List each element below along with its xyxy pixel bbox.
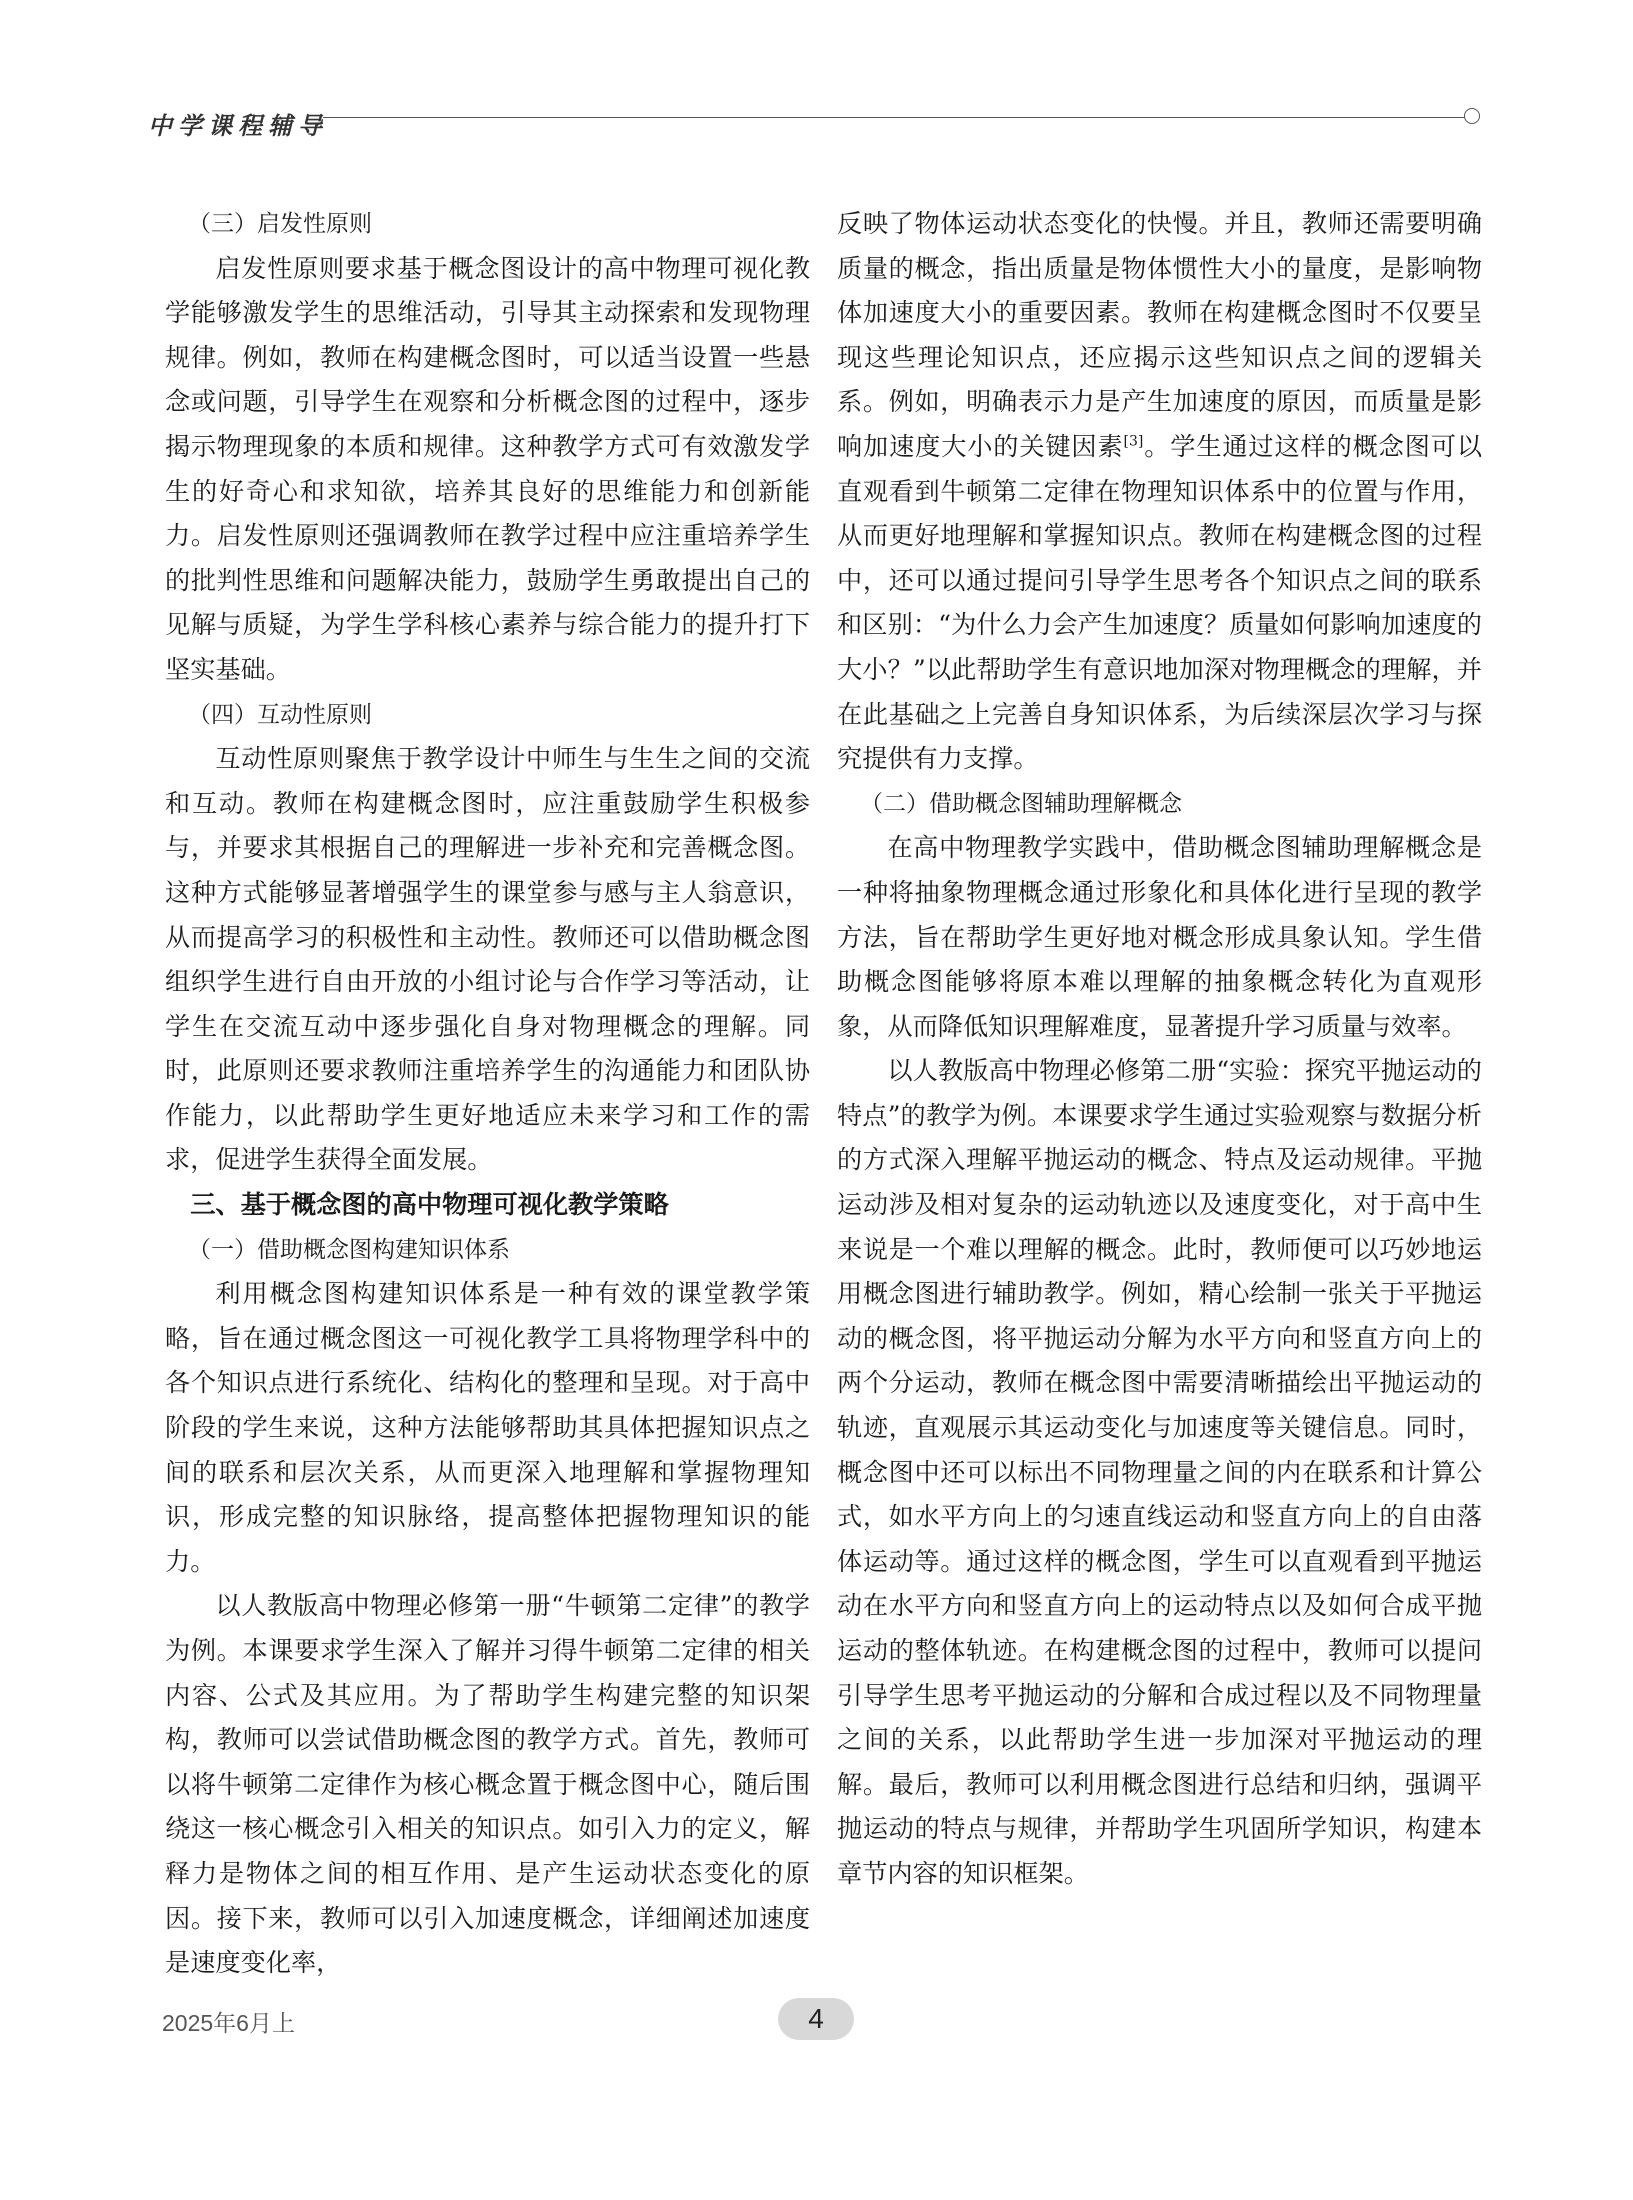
journal-name: 中学课程辅导 — [148, 111, 328, 140]
subheading-knowledge-system: （一）借助概念图构建知识体系 — [188, 1236, 510, 1263]
paragraph: 启发性原则要求基于概念图设计的高中物理可视化教学能够激发学生的思维活动，引导其主动探索和发现物理规律。例如，教师在构建概念图时，可以适当设置一些悬念或问题，引导学生在观察和分析概念图的过程中，逐步揭示物理现象的本质和规律。这种教学方式可有效激发学生的好奇心和求知欲，培养其良好的思维能力和创新能力。启发性原则还强调教师在教学过程中应注重培养学生的批判性思维和问题解决能力，鼓励学生勇敢提出自己的见解与质疑，为学生学科核心素养与综合能力的提升打下坚实基础。 — [165, 253, 810, 684]
paragraph: 以人教版高中物理必修第一册“牛顿第二定律”的教学为例。本课要求学生深入了解并习得牛顿第二定律的相关内容、公式及其应用。为了帮助学生构建完整的知识架构，教师可以尝试借助概念图的教学方式。首先，教师可以将牛顿第二定律作为核心概念置于概念图中心，随后围绕这一核心概念引入相关的知识点。如引入力的定义，解释力是物体之间的相互作用、是产生运动状态变化的原因。接下来，教师可以引入加速度概念，详细阐述加速度是速度变化率， — [165, 1591, 810, 1978]
subheading-interactive-principle: （四）互动性原则 — [188, 701, 372, 728]
page-number-badge: 4 — [778, 1998, 854, 2040]
running-header — [148, 100, 1488, 140]
header-rule — [323, 117, 1473, 118]
reference-marker[interactable]: [3] — [1123, 433, 1144, 450]
section-heading-strategies: 三、基于概念图的高中物理可视化教学策略 — [190, 1190, 669, 1220]
subheading-heuristic-principle: （三）启发性原则 — [188, 211, 372, 237]
paragraph-text: 。学生通过这样的概念图可以直观看到牛顿第二定律在物理知识体系中的位置与作用，从而更好地理解和掌握知识点。教师在构建概念图的过程中，还可以通过提问引导学生思考各个知识点之间的联系和区别：“为什么力会产生加速度？质量如何影响加速度的大小？”以此帮助学生有意识地加深对物理概念的理解，并在此基础之上完善自身知识体系，为后续深层次学习与探究提供有力支撑。 — [837, 431, 1483, 774]
right-column — [837, 202, 1482, 1897]
paragraph: 利用概念图构建知识体系是一种有效的课堂教学策略，旨在通过概念图这一可视化教学工具将物理学科中的各个知识点进行系统化、结构化的整理和呈现。对于高中阶段的学生来说，这种方法能够帮助其具体把握知识点之间的联系和层次关系，从而更深入地理解和掌握物理知识，形成完整的知识脉络，提高整体把握物理知识的能力。 — [165, 1279, 810, 1576]
paragraph: 在高中物理教学实践中，借助概念图辅助理解概念是一种将抽象物理概念通过形象化和具体化进行呈现的教学方法，旨在帮助学生更好地对概念形成具象认知。学生借助概念图能够将原本难以理解的抽象概念转化为直观形象，从而降低知识理解难度，显著提升学习质量与效率。 — [837, 833, 1482, 1041]
paragraph-text: 反映了物体运动状态变化的快慢。并且，教师还需要明确质量的概念，指出质量是物体惯性大小的量度，是影响物体加速度大小的重要因素。教师在构建概念图时不仅要呈现这些理论知识点，还应揭示这些知识点之间的逻辑关系。例如，明确表示力是产生加速度的原因，而质量是影响加速度大小的关键因素 — [837, 209, 1482, 461]
subheading-understand-concepts: （二）借助概念图辅助理解概念 — [860, 790, 1182, 817]
paragraph — [837, 202, 1482, 782]
paragraph: 以人教版高中物理必修第二册“实验：探究平抛运动的特点”的教学为例。本课要求学生通过实验观察与数据分析的方式深入理解平抛运动的概念、特点及运动规律。平抛运动涉及相对复杂的运动轨迹以及速度变化，对于高中生来说是一个难以理解的概念。此时，教师便可以巧妙地运用概念图进行辅助教学。例如，精心绘制一张关于平抛运动的概念图，将平抛运动分解为水平方向和竖直方向上的两个分运动，教师在概念图中需要清晰描绘出平抛运动的轨迹，直观展示其运动变化与加速度等关键信息。同时，概念图中还可以标出不同物理量之间的内在联系和计算公式，如水平方向上的匀速直线运动和竖直方向上的自由落体运动等。通过这样的概念图，学生可以直观看到平抛运动在水平方向和竖直方向上的运动特点以及如何合成平抛运动的整体轨迹。在构建概念图的过程中，教师可以提问引导学生思考平抛运动的分解和合成过程以及不同物理量之间的关系，以此帮助学生进一步加深对平抛运动的理解。最后，教师可以利用概念图进行总结和归纳，强调平抛运动的特点与规律，并帮助学生巩固所学知识，构建本章节内容的知识框架。 — [837, 1056, 1482, 1888]
paragraph: 互动性原则聚焦于教学设计中师生与生生之间的交流和互动。教师在构建概念图时，应注重鼓励学生积极参与，并要求其根据自己的理解进一步补充和完善概念图。这种方式能够显著增强学生的课堂参与感与主人翁意识，从而提高学习的积极性和主动性。教师还可以借助概念图组织学生进行自由开放的小组讨论与合作学习等活动，让学生在交流互动中逐步强化自身对物理概念的理解。同时，此原则还要求教师注重培养学生的沟通能力和团队协作能力，以此帮助学生更好地适应未来学习和工作的需求，促进学生获得全面发展。 — [165, 744, 810, 1175]
issue-date: 2025年6月上 — [162, 2010, 295, 2036]
left-column — [165, 202, 810, 1986]
header-circle-ornament — [1464, 108, 1480, 124]
